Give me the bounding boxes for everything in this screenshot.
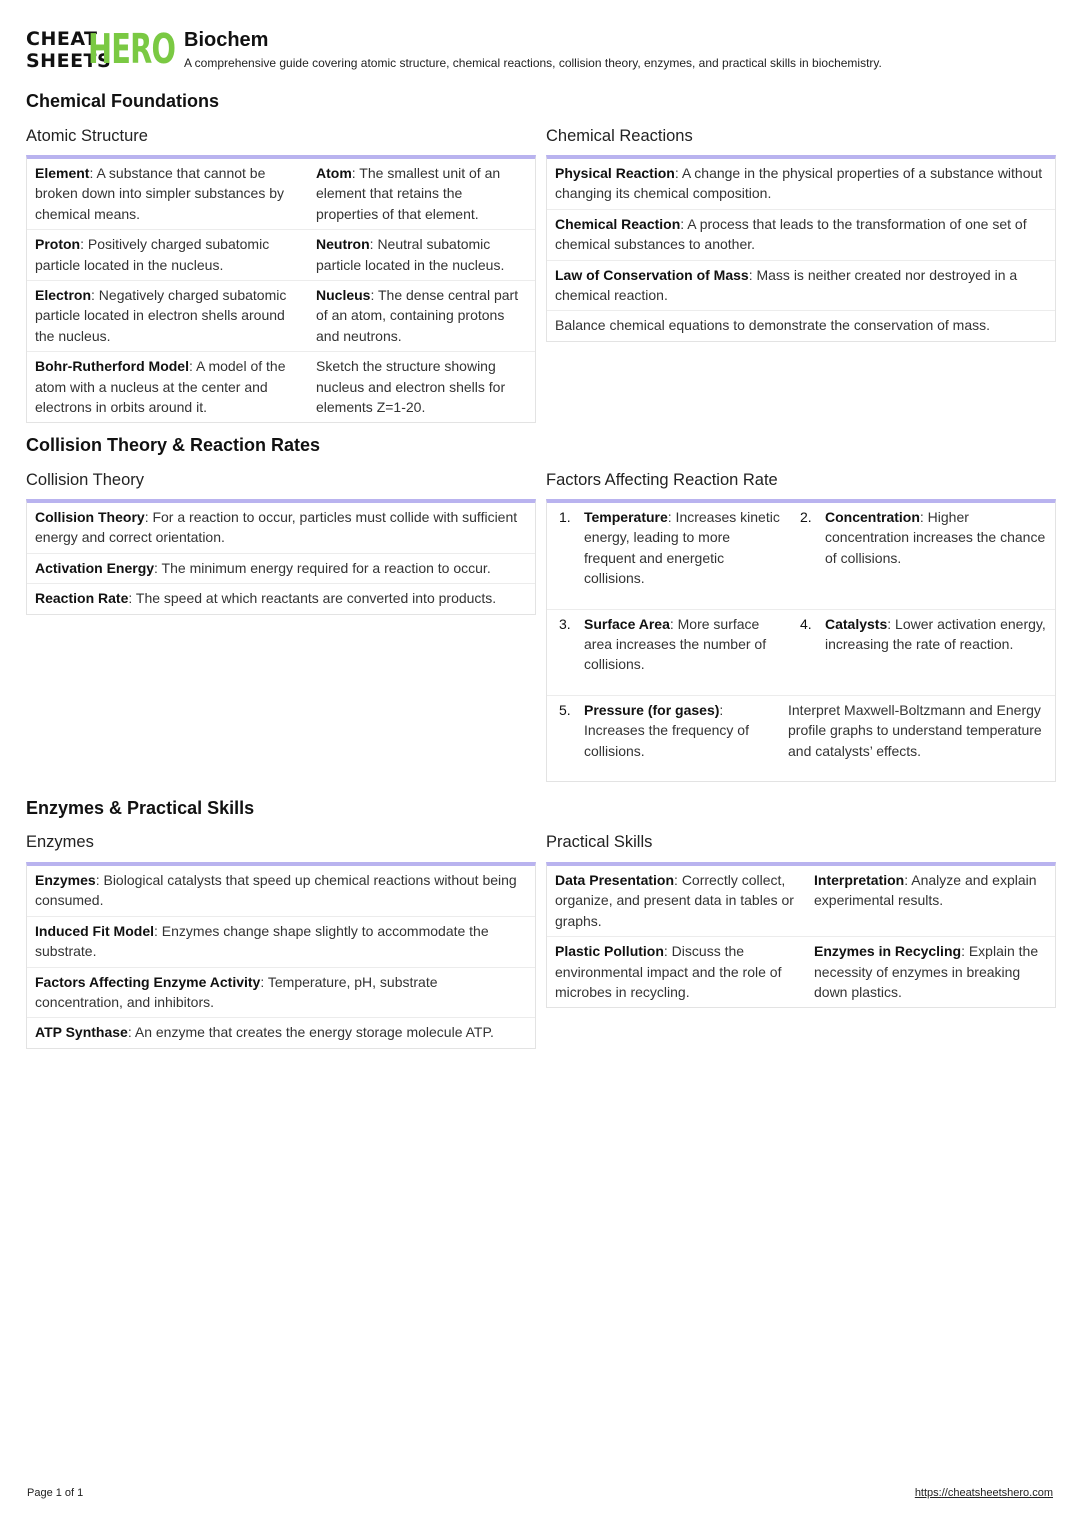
page-number: Page 1 of 1 (27, 1487, 84, 1499)
collision-item-theory: Collision Theory: For a reaction to occur, particles must collide with sufficient energy and correct orientation. (27, 503, 535, 554)
reaction-item-conservation: Law of Conservation of Mass: Mass is neither created nor destroyed in a chemical reaction. (547, 261, 1055, 312)
reaction-item-balance-note: Balance chemical equations to demonstrate the conservation of mass. (555, 317, 991, 334)
logo-text-sheets: SHEETS (26, 50, 112, 72)
factor-graph-note: Interpret Maxwell-Boltzmann and Energy profile graphs to understand temperature and catalysts’ effects. (788, 701, 1042, 759)
enzyme-item-atp-synthase: ATP Synthase: An enzyme that creates the energy storage molecule ATP. (35, 1024, 494, 1041)
subsection-title-factors: Factors Affecting Reaction Rate (546, 471, 778, 489)
practical-item-plastic-pollution: Plastic Pollution: Discuss the environmental impact and the role of microbes in recycling. (555, 943, 782, 1001)
enzyme-item-factors: Factors Affecting Enzyme Activity: Temperature, pH, substrate concentration, and inhibitors. (27, 968, 535, 1019)
enzymes-card (26, 862, 536, 1049)
atomic-item-electron: Electron: Negatively charged subatomic particle located in electron shells around the nucleus. (27, 281, 308, 352)
logo-text-hero: HERO (88, 25, 176, 73)
subsection-title-atomic-structure: Atomic Structure (26, 127, 148, 145)
practical-item-interpretation: Interpretation: Analyze and explain experimental results. (806, 866, 1055, 937)
practical-item-data-presentation: Data Presentation: Correctly collect, organize, and present data in tables or graphs. (547, 866, 806, 937)
reaction-item-physical: Physical Reaction: A change in the physical properties of a substance without changing its chemical composition. (547, 159, 1055, 210)
collision-item-reaction-rate: Reaction Rate: The speed at which reactants are converted into products. (35, 590, 497, 607)
atomic-item-sketch-note: Sketch the structure showing nucleus and electron shells for elements Z=1-20. (316, 358, 506, 416)
factor-item-concentration: 2. Concentration: Higher concentration increases the chance of collisions. (788, 503, 1055, 610)
factors-card (546, 499, 1056, 782)
factor-item-catalysts: 4. Catalysts: Lower activation energy, increasing the rate of reaction. (788, 610, 1055, 696)
enzyme-item-enzymes: Enzymes: Biological catalysts that speed up chemical reactions without being consumed. (27, 866, 535, 917)
atomic-structure-card (26, 155, 536, 423)
atomic-item-nucleus: Nucleus: The dense central part of an atom, containing protons and neutrons. (308, 281, 535, 352)
atomic-item-neutron: Neutron: Neutral subatomic particle located in the nucleus. (308, 230, 535, 281)
subsection-title-chemical-reactions: Chemical Reactions (546, 127, 693, 145)
atomic-item-atom: Atom: The smallest unit of an element that retains the properties of that element. (308, 159, 535, 230)
logo-text-cheat: CHEAT (26, 28, 98, 50)
collision-theory-card (26, 499, 536, 615)
factor-item-surface-area: 3. Surface Area: More surface area increases the number of collisions. (547, 610, 788, 696)
practical-item-enzymes-recycling: Enzymes in Recycling: Explain the necessity of enzymes in breaking down plastics. (814, 943, 1039, 1001)
chemical-reactions-card (546, 155, 1056, 342)
atomic-item-element: Element: A substance that cannot be broken down into simpler substances by chemical means. (27, 159, 308, 230)
subsection-title-enzymes: Enzymes (26, 833, 94, 851)
subsection-title-collision-theory: Collision Theory (26, 471, 144, 489)
factor-item-temperature: 1. Temperature: Increases kinetic energy, leading to more frequent and energetic collisions. (547, 503, 788, 610)
section-title-chemical-foundations: Chemical Foundations (26, 91, 220, 111)
atomic-item-proton: Proton: Positively charged subatomic particle located in the nucleus. (27, 230, 308, 281)
enzyme-item-induced-fit: Induced Fit Model: Enzymes change shape slightly to accommodate the substrate. (27, 917, 535, 968)
collision-item-activation-energy: Activation Energy: The minimum energy required for a reaction to occur. (27, 554, 535, 584)
factor-item-pressure: 5. Pressure (for gases): Increases the frequency of collisions. (559, 701, 749, 759)
practical-skills-card (546, 862, 1056, 1008)
reaction-item-chemical: Chemical Reaction: A process that leads to the transformation of one set of chemical substances to another. (547, 210, 1055, 261)
page-header (26, 25, 1056, 74)
section-title-collision-theory: Collision Theory & Reaction Rates (26, 435, 321, 455)
subsection-title-practical-skills: Practical Skills (546, 833, 653, 851)
atomic-item-bohr-rutherford: Bohr-Rutherford Model: A model of the atom with a nucleus at the center and electrons in orbits around it. (35, 358, 286, 416)
page-title: Biochem (184, 29, 269, 51)
site-link[interactable]: https://cheatsheetshero.com (914, 1487, 1053, 1499)
cheatsheetshero-logo[interactable] (26, 25, 176, 73)
page-subtitle: A comprehensive guide covering atomic structure, chemical reactions, collision theory, enzymes, and practical skills in biochemistry. (184, 56, 882, 70)
section-title-enzymes-practical: Enzymes & Practical Skills (26, 798, 255, 818)
